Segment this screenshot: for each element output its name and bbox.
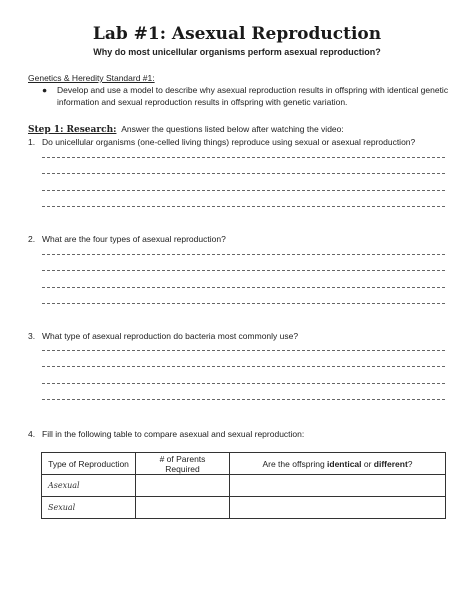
row-type-sexual: Sexual bbox=[42, 497, 136, 519]
question-number: 4. bbox=[28, 429, 36, 439]
header-parents-required: # of Parents Required bbox=[136, 453, 230, 475]
header-offspring-prefix: Are the offspring bbox=[262, 458, 328, 469]
row-offspring-cell[interactable] bbox=[230, 497, 446, 519]
answer-line[interactable] bbox=[42, 254, 445, 255]
header-offspring-identical: identical bbox=[327, 458, 362, 469]
page-subtitle: Why do most unicellular organisms perform asexual reproduction? bbox=[93, 47, 381, 57]
standard-bullet-line2: information and sexual reproduction results in offspring with genetic variation. bbox=[57, 97, 348, 107]
answer-line[interactable] bbox=[42, 287, 445, 288]
header-offspring-different: different bbox=[373, 458, 408, 469]
header-type-of-reproduction: Type of Reproduction bbox=[42, 453, 136, 475]
header-offspring-suffix: ? bbox=[407, 458, 413, 469]
standard-bullet-line1: Develop and use a model to describe why asexual reproduction results in offspring with identical genetic bbox=[57, 85, 449, 95]
answer-line[interactable] bbox=[42, 350, 445, 351]
question-text: Fill in the following table to compare asexual and sexual reproduction: bbox=[42, 429, 305, 439]
answer-line[interactable] bbox=[42, 190, 445, 191]
table-row bbox=[42, 497, 446, 519]
question-text: What are the four types of asexual reproduction? bbox=[42, 234, 226, 244]
row-type-asexual: Asexual bbox=[42, 475, 136, 497]
answer-line[interactable] bbox=[42, 303, 445, 304]
answer-line[interactable] bbox=[42, 366, 445, 367]
step1-instruction: Answer the questions listed below after watching the video: bbox=[121, 124, 344, 134]
answer-line[interactable] bbox=[42, 399, 445, 400]
answer-line[interactable] bbox=[42, 383, 445, 384]
answer-line[interactable] bbox=[42, 173, 445, 174]
page-title: Lab #1: Asexual Reproduction bbox=[92, 24, 382, 44]
table-header-row bbox=[42, 453, 446, 475]
answer-line[interactable] bbox=[42, 206, 445, 207]
table-row bbox=[42, 475, 446, 497]
question-text: What type of asexual reproduction do bacteria most commonly use? bbox=[42, 331, 299, 341]
header-offspring-or: or bbox=[361, 458, 374, 469]
row-offspring-cell[interactable] bbox=[230, 475, 446, 497]
question-number: 3. bbox=[28, 331, 36, 341]
row-parents-cell[interactable] bbox=[136, 475, 230, 497]
step1-heading: Step 1: Research: bbox=[28, 125, 117, 135]
question-text: Do unicellular organisms (one-celled living things) reproduce using sexual or asexual reproduction? bbox=[42, 137, 416, 147]
question-number: 1. bbox=[28, 137, 36, 147]
step1-row bbox=[28, 124, 344, 136]
header-offspring bbox=[230, 453, 446, 475]
bullet-icon: ● bbox=[42, 85, 48, 95]
row-parents-cell[interactable] bbox=[136, 497, 230, 519]
question-number: 2. bbox=[28, 234, 36, 244]
answer-line[interactable] bbox=[42, 157, 445, 158]
standard-heading: Genetics & Heredity Standard #1: bbox=[28, 73, 155, 83]
comparison-table bbox=[41, 452, 446, 519]
answer-line[interactable] bbox=[42, 270, 445, 271]
